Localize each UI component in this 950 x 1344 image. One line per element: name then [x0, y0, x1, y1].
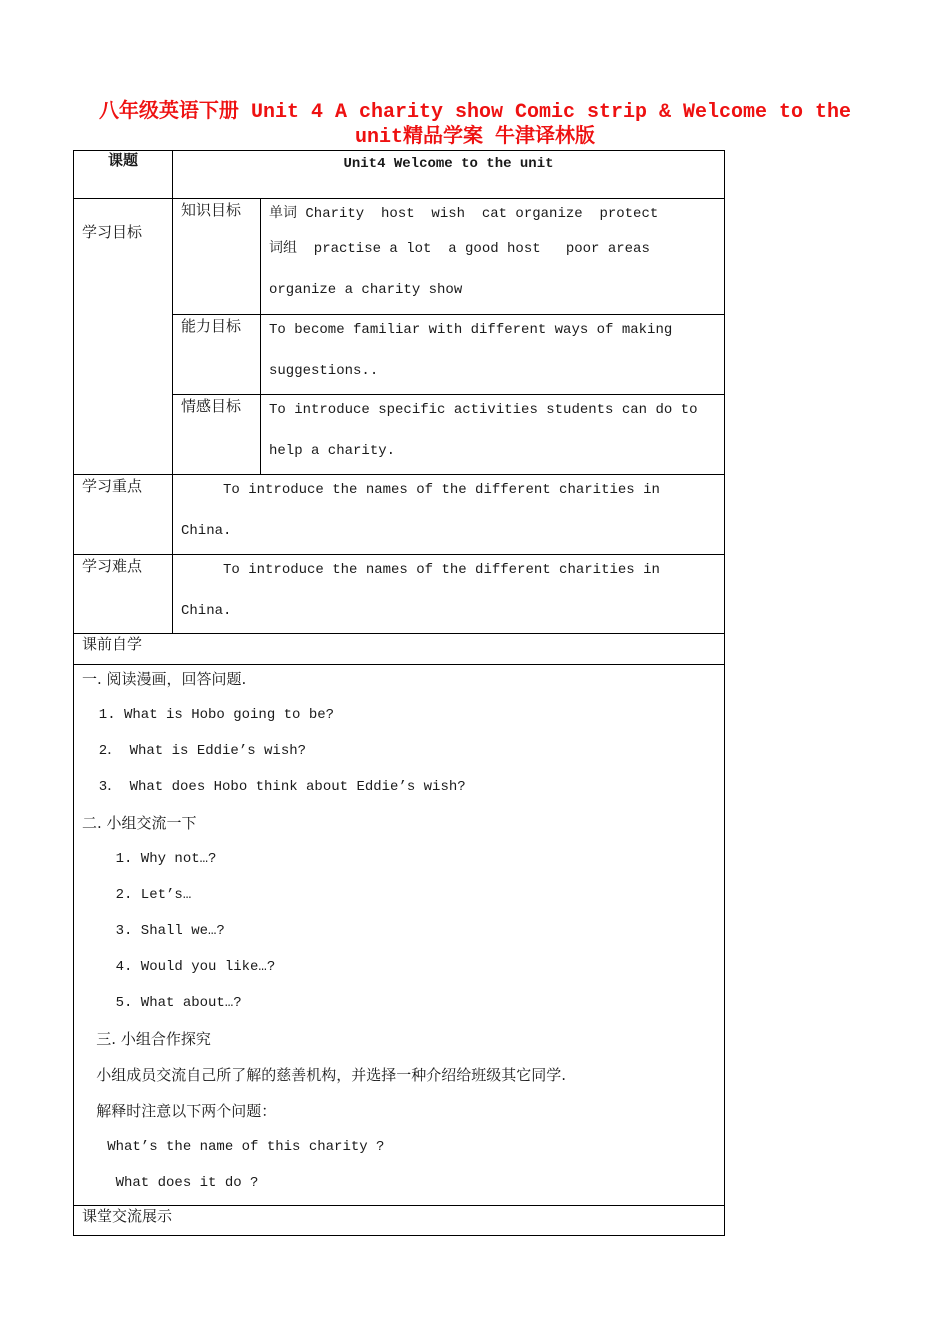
lesson-table: [73, 150, 725, 1236]
goals-row: [73, 198, 725, 474]
difficulty-content: [173, 555, 724, 633]
knowledge-words: 单词 Charity host wish cat organize protect: [269, 206, 659, 222]
preview-header-row: [73, 633, 725, 664]
part2-item-3: 3. Shall we…?: [82, 923, 225, 939]
emotion-line-1: To introduce specific activities students can do to: [269, 402, 698, 418]
ability-line-2: suggestions..: [269, 363, 379, 379]
ability-line-1: To become familiar with different ways of making: [269, 322, 673, 338]
knowledge-label: 知识目标: [173, 199, 261, 314]
document-title: [60, 100, 890, 150]
part3-heading: 三. 小组合作探究: [82, 1030, 211, 1048]
part1-question-3: 3． What does Hobo think about Eddie’s wish?: [82, 779, 466, 795]
title-line-1: 八年级英语下册 Unit 4 A charity show Comic strip & Welcome to the: [98, 101, 852, 124]
difficulty-line-2: China.: [181, 603, 232, 619]
emotion-line-2: help a charity.: [269, 443, 396, 459]
part3-text: 小组成员交流自己所了解的慈善机构，并选择一种介绍给班级其它同学.: [82, 1066, 567, 1084]
goals-label: 学习目标: [74, 199, 173, 474]
classroom-row: [73, 1205, 725, 1236]
classroom-label: 课堂交流展示: [82, 1207, 173, 1225]
knowledge-phrase-2: organize a charity show: [269, 282, 463, 298]
key-line-1: To introduce the names of the different charities in: [181, 482, 660, 498]
topic-value: Unit4 Welcome to the unit: [343, 156, 554, 172]
topic-label: 课题: [74, 151, 173, 198]
knowledge-content: [261, 199, 724, 314]
ability-goal: [173, 315, 724, 395]
emotion-label: 情感目标: [173, 395, 261, 474]
part2-item-5: 5. What about…?: [82, 995, 242, 1011]
part2-item-4: 4. Would you like…?: [82, 959, 276, 975]
ability-content: [261, 315, 724, 394]
preview-label: 课前自学: [82, 635, 143, 653]
emotion-goal: [173, 395, 724, 474]
emotion-content: [261, 395, 724, 474]
ability-label: 能力目标: [173, 315, 261, 394]
self-study-row: [73, 664, 725, 1205]
part2-item-1: 1. Why not…?: [82, 851, 217, 867]
part2-heading: 二. 小组交流一下: [82, 814, 197, 832]
part3-note: 解释时注意以下两个问题：: [82, 1102, 277, 1120]
topic-row: [73, 150, 725, 198]
part1-question-2: 2． What is Eddie’s wish?: [82, 743, 307, 759]
title-line-2: unit精品学案 牛津译林版: [354, 126, 595, 149]
part1-question-1: 1. What is Hobo going to be?: [82, 707, 335, 723]
part1-heading: 一. 阅读漫画，回答问题.: [82, 670, 247, 688]
difficulty-label: 学习难点: [74, 555, 173, 633]
knowledge-phrases: 词组 practise a lot a good host poor areas: [269, 241, 650, 257]
part2-item-2: 2. Let’s…: [82, 887, 192, 903]
key-points-row: [73, 474, 725, 554]
difficulty-row: [73, 554, 725, 633]
self-study-content: [74, 665, 724, 1205]
knowledge-goal: [173, 199, 724, 315]
key-points-content: [173, 475, 724, 554]
key-line-2: China.: [181, 523, 232, 539]
part3-question-1: What’s the name of this charity ?: [82, 1139, 385, 1155]
part3-question-2: What does it do ?: [82, 1175, 259, 1191]
goals-group: [173, 199, 724, 474]
key-points-label: 学习重点: [74, 475, 173, 554]
difficulty-line-1: To introduce the names of the different charities in: [181, 562, 660, 578]
